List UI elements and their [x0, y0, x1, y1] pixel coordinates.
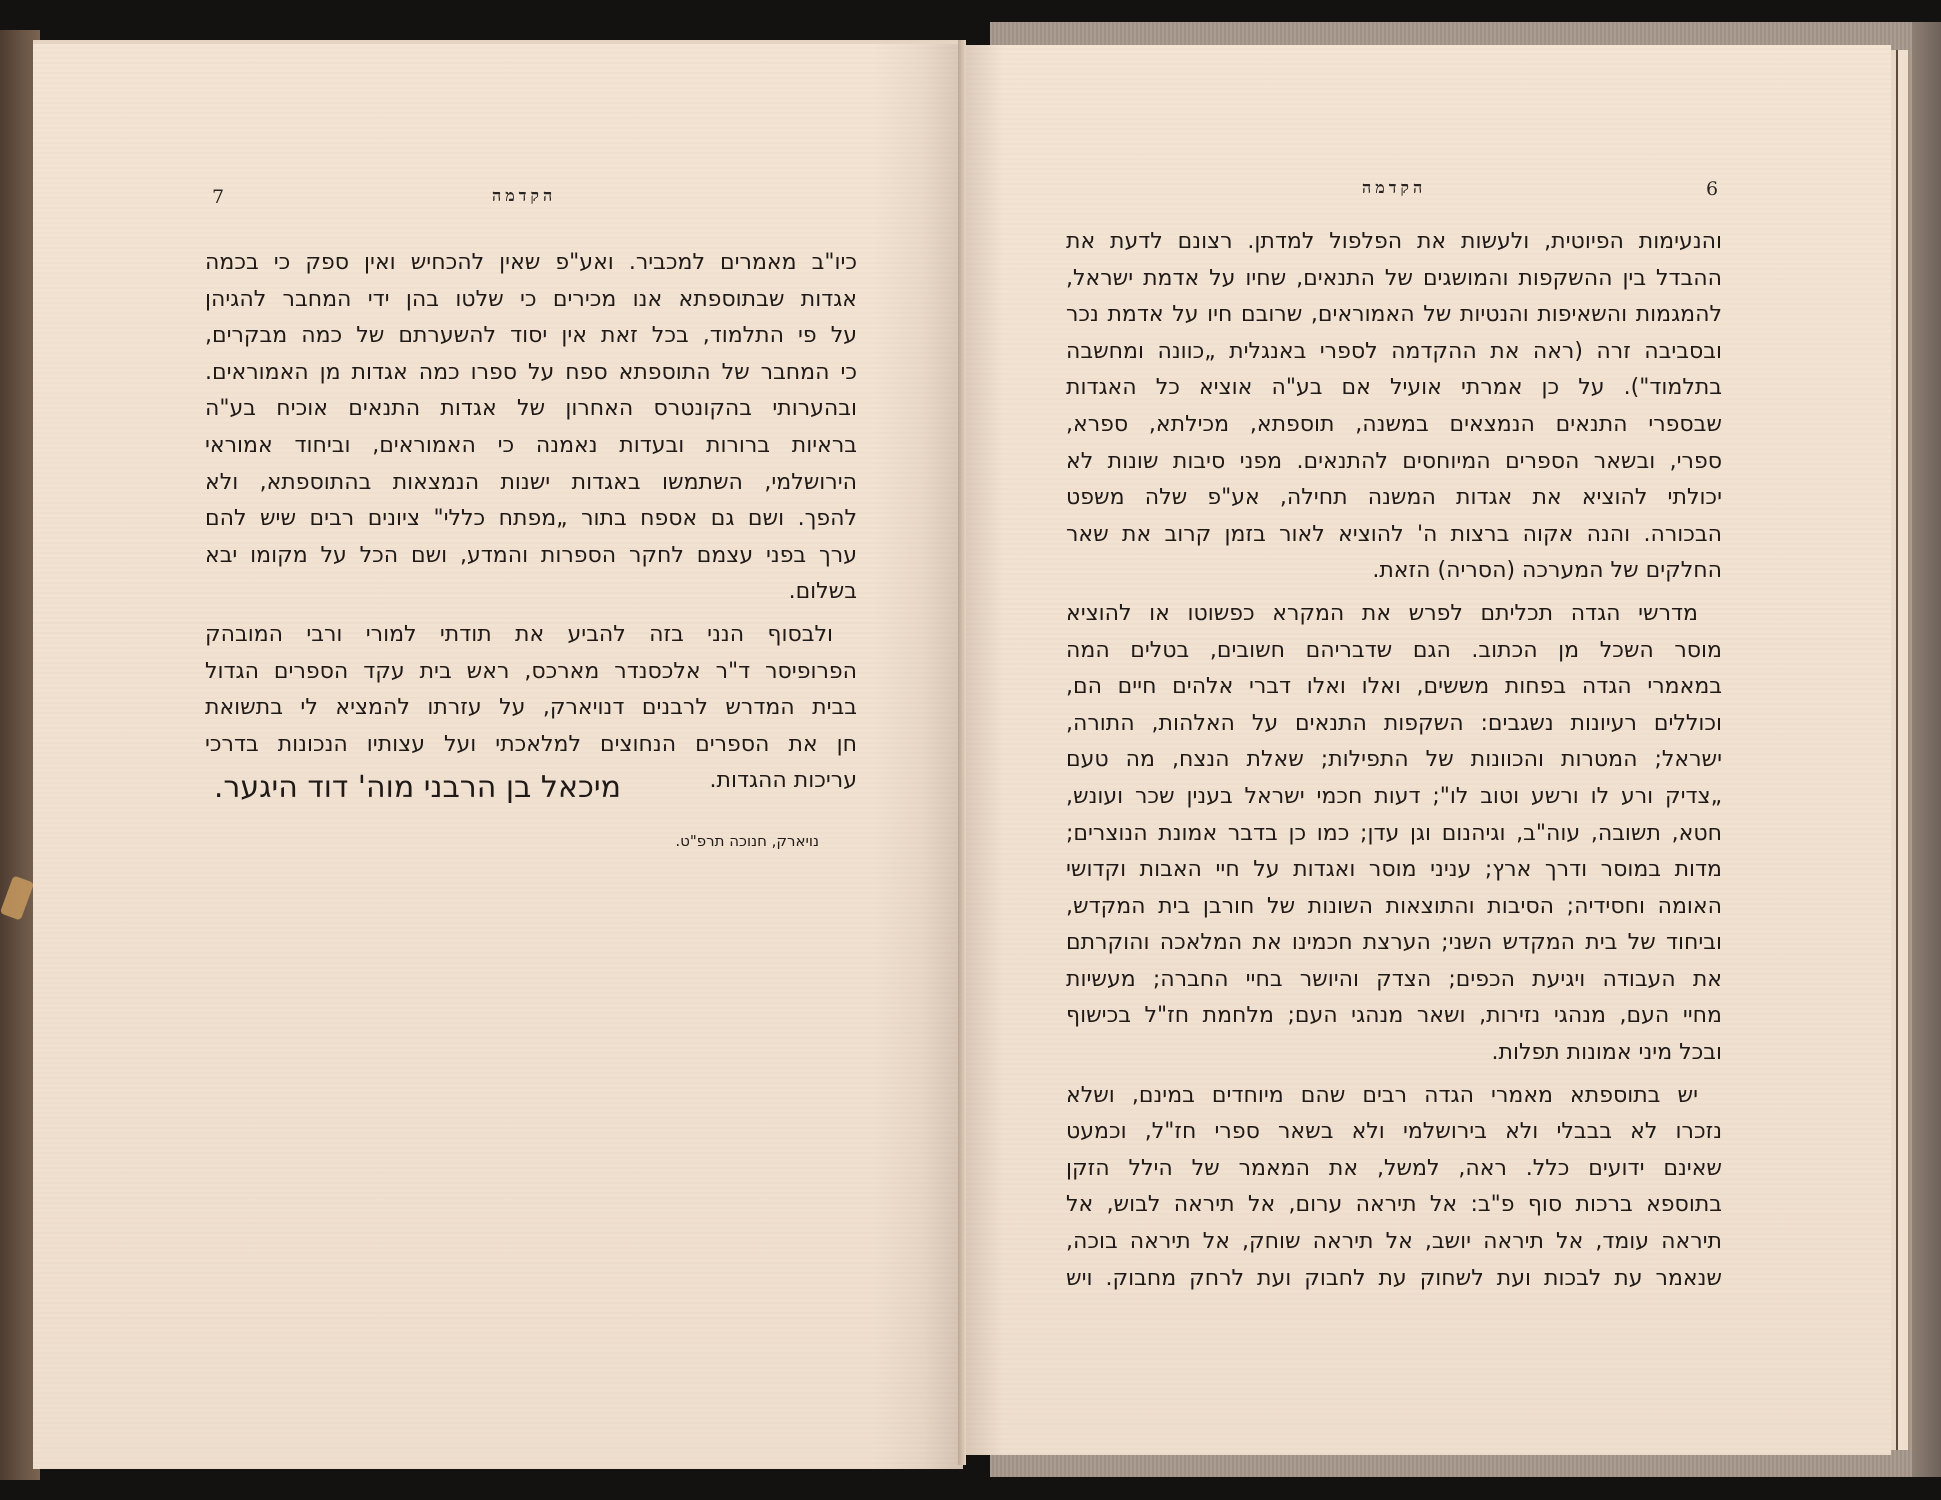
- right-page-number: 6: [1706, 178, 1719, 200]
- text-line: נזכרו לא בבבלי ולא בירושלמי ולא בשאר ספרי חז"ל, וכמעט: [1066, 1119, 1722, 1145]
- text-line: שבספרי התנאים הנמצאים במשנה, תוספתא, מכילתא, ספרא,: [1066, 411, 1722, 437]
- right-running-title: הקדמה: [1362, 178, 1427, 197]
- right-body-text: [1066, 224, 1722, 1297]
- text-line: בשלום.: [788, 579, 857, 605]
- text-line: על פי התלמוד, בכל זאת אין יסוד להשערתם של כמה מבקרים,: [205, 323, 857, 349]
- page-stack-edges: [1890, 50, 1910, 1450]
- text-line: מוסר השכל מן הכתוב. הגם שדבריהם חשובים, בטלים המה: [1066, 637, 1722, 663]
- text-line: הפרופיסר ד"ר אלכסנדר מארכס, ראש בית עקד הספרים הגדול: [205, 658, 857, 684]
- text-line: וביחוד של בית המקדש השני; הערצת חכמינו את המלאכה והוקרתם: [1066, 930, 1722, 956]
- right-cover-edge: [1912, 22, 1941, 1477]
- text-line: אגדות שבתוספתא אנו מכירים כי שלטו בהן ידי המחבר להגיהן: [205, 286, 857, 312]
- text-line: בראיות ברורות ובעדות נאמנה כי האמוראים, וביחוד אמוראי: [205, 432, 857, 458]
- left-page-number: 7: [212, 186, 225, 208]
- left-body-text: [205, 245, 857, 800]
- text-line: מדות במוסר ודרך ארץ; עניני מוסר ואגדות על חיי האבות וקדושי: [1066, 857, 1722, 883]
- text-line: וכוללים רעיונות נשגבים: השקפות התנאים על האלהות, התורה,: [1066, 710, 1722, 736]
- text-line: בבית המדרש לרבנים דנויארק, על עזרתו להמציא לי בתשואת: [205, 695, 857, 721]
- text-line: ישראל; המטרות והכוונות של התפילות; שאלת הנצח, מה טעם: [1066, 747, 1722, 773]
- text-line: ההבדל בין ההשקפות והמושגים של התנאים, שחיו על אדמת ישראל,: [1066, 265, 1722, 291]
- left-running-title: הקדמה: [492, 186, 557, 205]
- text-line: יכולתי להוציא את אגדות המשנה תחילה, אע"פ שלה משפט: [1066, 485, 1722, 511]
- text-line: כיו"ב מאמרים למכביר. ואע"פ שאין להכחיש ואין ספק כי בכמה: [205, 250, 857, 275]
- text-line: כי המחבר של התוספתא ספח על ספרו כמה אגדות מן האמוראים.: [205, 359, 857, 385]
- text-line: את העבודה ויגיעת הכפים; הצדק והיושר בחיי החברה; מעשיות: [1066, 966, 1722, 992]
- text-line: ובהערותי בהקונטרס האחרון של אגדות התנאים אוכיח בע"ה: [205, 396, 857, 422]
- text-line: עריכות ההגדות.: [709, 768, 857, 794]
- text-line: החלקים של המערכה (הסריה) הזאת.: [1372, 558, 1722, 584]
- text-line: במאמרי הגדה בפחות מששים, ואלו ואלו דברי אלהים חיים הם,: [1066, 674, 1722, 700]
- text-line: להפך. ושם גם אספח בתור „מפתח כללי" ציונים רבים שיש להם: [205, 506, 857, 532]
- text-line: ערך בפני עצמם לחקר הספרות והמדע, ושם הכל על מקומו יבא: [205, 542, 857, 568]
- text-line: ובסביבה זרה (ראה את ההקדמה לספרי באנגלית „כוונה ומחשבה: [1066, 338, 1722, 364]
- book-gutter: [958, 40, 966, 1465]
- text-line: הבכורה. והנה אקוה ברצות ה' להוציא לאור בזמן קרוב את שאר: [1066, 521, 1722, 547]
- text-line: „צדיק ורע לו ורשע וטוב לו"; דעות חכמי ישראל בענין שכר ועונש,: [1066, 783, 1722, 809]
- text-line: הירושלמי, השתמשו באגדות ישנות הנמצאות בהתוספתא, ולא: [205, 469, 857, 495]
- text-line: ולבסוף הנני בזה להביע את תודתי למורי ורבי המובהק: [205, 621, 833, 647]
- text-line: והנעימות הפיוטית, ולעשות את הפלפול למדתן. רצונם לדעת את: [1066, 229, 1722, 254]
- text-line: חן את הספרים הנחוצים למלאכתי ועל עצותיו הנכונות בדרכי: [205, 731, 857, 757]
- text-line: חטא, תשובה, עוה"ב, וגיהנום וגן עדן; כמו כן בדבר אמונת הנוצרים;: [1066, 820, 1722, 846]
- text-line: שנאמר עת לבכות ועת לשחוק עת לחבוק ועת לרחק מחבוק. ויש: [1066, 1265, 1722, 1291]
- text-line: ובכל מיני אמונות תפלות.: [1491, 1040, 1722, 1066]
- text-line: בתלמוד"). על כן אמרתי אועיל אם בע"ה אוציא כל האגדות: [1066, 375, 1722, 401]
- author-signature: מיכאל בן הרבני מוה' דוד היגער.: [213, 770, 621, 805]
- text-line: שאינם ידועים כלל. ראה, למשל, את המאמר של הילל הזקן: [1066, 1155, 1722, 1181]
- text-line: להמגמות והשאיפות והנטיות של האמוראים, שרובם חיו על אדמת נכר: [1066, 302, 1722, 328]
- text-line: ספרי, ובשאר הספרים המיוחסים להתנאים. מפני סיבות שונות לא: [1066, 448, 1722, 474]
- text-line: מחיי העם, מנהגי נזירות, ושאר מנהגי העם; מלחמת חז"ל בכישוף: [1066, 1003, 1722, 1029]
- text-line: בתוספא ברכות סוף פ"ב: אל תיראה ערום, אל תיראה לבוש, אל: [1066, 1192, 1722, 1218]
- dateline: נויארק, חנוכה תרפ"ט.: [675, 832, 819, 850]
- text-line: יש בתוספתא מאמרי הגדה רבים שהם מיוחדים במינם, ושלא: [1066, 1082, 1698, 1108]
- text-line: האומה וחסידיה; הסיבות והתוצאות השונות של חורבן בית המקדש,: [1066, 893, 1722, 919]
- text-line: מדרשי הגדה תכליתם לפרש את המקרא כפשוטו או להוציא: [1066, 600, 1698, 626]
- text-line: תיראה עומד, אל תיראה יושב, אל תיראה שוחק, אל תיראה בוכה,: [1066, 1229, 1722, 1255]
